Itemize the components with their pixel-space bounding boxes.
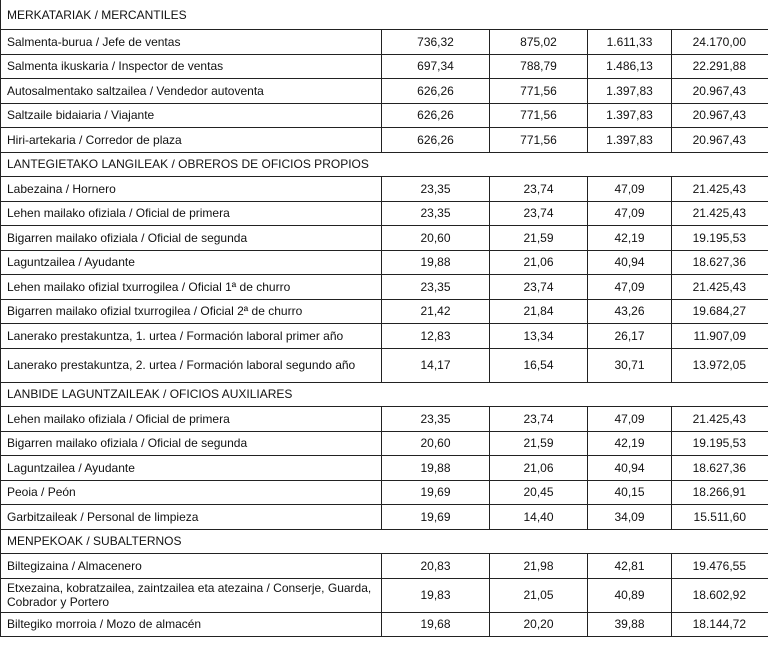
category-cell: Salmenta ikuskaria / Inspector de ventas [1, 54, 382, 79]
value-cell-3: 42,81 [588, 554, 672, 579]
value-cell-2: 20,20 [490, 612, 588, 637]
value-cell-3: 40,89 [588, 578, 672, 612]
section-header-row [1, 382, 768, 407]
annual-total-cell: 18.627,36 [672, 250, 768, 275]
value-cell-3: 42,19 [588, 431, 672, 456]
value-cell-2: 13,34 [490, 324, 588, 349]
value-cell-1: 23,35 [382, 407, 490, 432]
value-cell-3: 42,19 [588, 226, 672, 251]
value-cell-3: 26,17 [588, 324, 672, 349]
category-cell: Garbitzaileak / Personal de limpieza [1, 505, 382, 530]
table-row [1, 275, 768, 300]
table-row [1, 456, 768, 481]
annual-total-cell: 18.266,91 [672, 480, 768, 505]
value-cell-1: 12,83 [382, 324, 490, 349]
annual-total-cell: 21.425,43 [672, 275, 768, 300]
value-cell-1: 626,26 [382, 79, 490, 104]
section-title: LANBIDE LAGUNTZAILEAK / OFICIOS AUXILIARES [1, 382, 768, 407]
annual-total-cell: 19.684,27 [672, 299, 768, 324]
table-row [1, 407, 768, 432]
annual-total-cell: 21.425,43 [672, 201, 768, 226]
annual-total-cell: 22.291,88 [672, 54, 768, 79]
table-row [1, 79, 768, 104]
section-title: LANTEGIETAKO LANGILEAK / OBREROS DE OFICIOS PROPIOS [1, 152, 768, 177]
annual-total-cell: 18.144,72 [672, 612, 768, 637]
value-cell-3: 1.486,13 [588, 54, 672, 79]
category-cell: Salmenta-burua / Jefe de ventas [1, 30, 382, 55]
value-cell-1: 19,83 [382, 578, 490, 612]
category-cell: Lehen mailako ofiziala / Oficial de primera [1, 407, 382, 432]
annual-total-cell: 18.602,92 [672, 578, 768, 612]
salary-table-body [1, 0, 768, 637]
value-cell-2: 23,74 [490, 201, 588, 226]
section-title: MERKATARIAK / MERCANTILES [1, 0, 768, 30]
value-cell-2: 788,79 [490, 54, 588, 79]
category-cell: Biltegiko morroia / Mozo de almacén [1, 612, 382, 637]
category-cell: Bigarren mailako ofizial txurrogilea / Oficial 2ª de churro [1, 299, 382, 324]
value-cell-3: 39,88 [588, 612, 672, 637]
value-cell-2: 23,74 [490, 407, 588, 432]
value-cell-2: 771,56 [490, 128, 588, 153]
value-cell-3: 47,09 [588, 201, 672, 226]
value-cell-2: 771,56 [490, 79, 588, 104]
category-cell: Etxezaina, kobratzailea, zaintzailea eta atezaina / Conserje, Guarda, Cobrador y Portero [1, 578, 382, 612]
value-cell-1: 736,32 [382, 30, 490, 55]
annual-total-cell: 15.511,60 [672, 505, 768, 530]
value-cell-2: 21,05 [490, 578, 588, 612]
value-cell-2: 875,02 [490, 30, 588, 55]
table-row [1, 324, 768, 349]
value-cell-3: 40,94 [588, 250, 672, 275]
value-cell-3: 34,09 [588, 505, 672, 530]
value-cell-1: 19,69 [382, 480, 490, 505]
table-row [1, 480, 768, 505]
value-cell-2: 21,59 [490, 226, 588, 251]
table-row [1, 30, 768, 55]
value-cell-3: 43,26 [588, 299, 672, 324]
value-cell-3: 30,71 [588, 348, 672, 382]
category-cell: Lanerako prestakuntza, 1. urtea / Formación laboral primer año [1, 324, 382, 349]
value-cell-1: 19,69 [382, 505, 490, 530]
category-cell: Laguntzailea / Ayudante [1, 250, 382, 275]
section-header-row [1, 0, 768, 30]
category-cell: Autosalmentako saltzailea / Vendedor autoventa [1, 79, 382, 104]
table-row [1, 554, 768, 579]
value-cell-2: 21,06 [490, 250, 588, 275]
value-cell-1: 23,35 [382, 275, 490, 300]
value-cell-1: 14,17 [382, 348, 490, 382]
table-row [1, 226, 768, 251]
table-row [1, 103, 768, 128]
annual-total-cell: 21.425,43 [672, 177, 768, 202]
annual-total-cell: 19.195,53 [672, 226, 768, 251]
category-cell: Peoia / Peón [1, 480, 382, 505]
annual-total-cell: 20.967,43 [672, 128, 768, 153]
annual-total-cell: 19.195,53 [672, 431, 768, 456]
table-row [1, 299, 768, 324]
value-cell-1: 20,60 [382, 431, 490, 456]
annual-total-cell: 18.627,36 [672, 456, 768, 481]
annual-total-cell: 20.967,43 [672, 103, 768, 128]
table-row [1, 250, 768, 275]
value-cell-1: 23,35 [382, 201, 490, 226]
value-cell-1: 19,68 [382, 612, 490, 637]
annual-total-cell: 21.425,43 [672, 407, 768, 432]
value-cell-3: 1.611,33 [588, 30, 672, 55]
category-cell: Labezaina / Hornero [1, 177, 382, 202]
value-cell-1: 20,83 [382, 554, 490, 579]
value-cell-3: 47,09 [588, 407, 672, 432]
table-row [1, 505, 768, 530]
table-row [1, 612, 768, 637]
category-cell: Biltegizaina / Almacenero [1, 554, 382, 579]
category-cell: Bigarren mailako ofiziala / Oficial de segunda [1, 431, 382, 456]
section-title: MENPEKOAK / SUBALTERNOS [1, 529, 768, 554]
table-row [1, 348, 768, 382]
table-row [1, 128, 768, 153]
value-cell-2: 20,45 [490, 480, 588, 505]
value-cell-1: 626,26 [382, 103, 490, 128]
category-cell: Hiri-artekaria / Corredor de plaza [1, 128, 382, 153]
value-cell-1: 23,35 [382, 177, 490, 202]
value-cell-3: 40,94 [588, 456, 672, 481]
value-cell-1: 19,88 [382, 456, 490, 481]
value-cell-3: 1.397,83 [588, 128, 672, 153]
value-cell-2: 21,06 [490, 456, 588, 481]
value-cell-3: 47,09 [588, 275, 672, 300]
annual-total-cell: 19.476,55 [672, 554, 768, 579]
value-cell-1: 697,34 [382, 54, 490, 79]
annual-total-cell: 11.907,09 [672, 324, 768, 349]
table-row [1, 578, 768, 612]
section-header-row [1, 152, 768, 177]
category-cell: Lehen mailako ofizial txurrogilea / Oficial 1ª de churro [1, 275, 382, 300]
category-cell: Saltzaile bidaiaria / Viajante [1, 103, 382, 128]
table-row [1, 177, 768, 202]
value-cell-2: 23,74 [490, 177, 588, 202]
table-row [1, 201, 768, 226]
annual-total-cell: 24.170,00 [672, 30, 768, 55]
value-cell-2: 23,74 [490, 275, 588, 300]
value-cell-2: 16,54 [490, 348, 588, 382]
value-cell-3: 47,09 [588, 177, 672, 202]
category-cell: Laguntzailea / Ayudante [1, 456, 382, 481]
table-row [1, 431, 768, 456]
value-cell-1: 20,60 [382, 226, 490, 251]
category-cell: Lehen mailako ofiziala / Oficial de primera [1, 201, 382, 226]
table-row [1, 54, 768, 79]
value-cell-1: 19,88 [382, 250, 490, 275]
value-cell-3: 40,15 [588, 480, 672, 505]
value-cell-2: 21,84 [490, 299, 588, 324]
value-cell-3: 1.397,83 [588, 103, 672, 128]
value-cell-1: 626,26 [382, 128, 490, 153]
value-cell-2: 21,98 [490, 554, 588, 579]
value-cell-2: 771,56 [490, 103, 588, 128]
annual-total-cell: 13.972,05 [672, 348, 768, 382]
category-cell: Lanerako prestakuntza, 2. urtea / Formación laboral segundo año [1, 348, 382, 382]
value-cell-2: 14,40 [490, 505, 588, 530]
category-cell: Bigarren mailako ofiziala / Oficial de segunda [1, 226, 382, 251]
annual-total-cell: 20.967,43 [672, 79, 768, 104]
value-cell-2: 21,59 [490, 431, 588, 456]
section-header-row [1, 529, 768, 554]
value-cell-1: 21,42 [382, 299, 490, 324]
value-cell-3: 1.397,83 [588, 79, 672, 104]
